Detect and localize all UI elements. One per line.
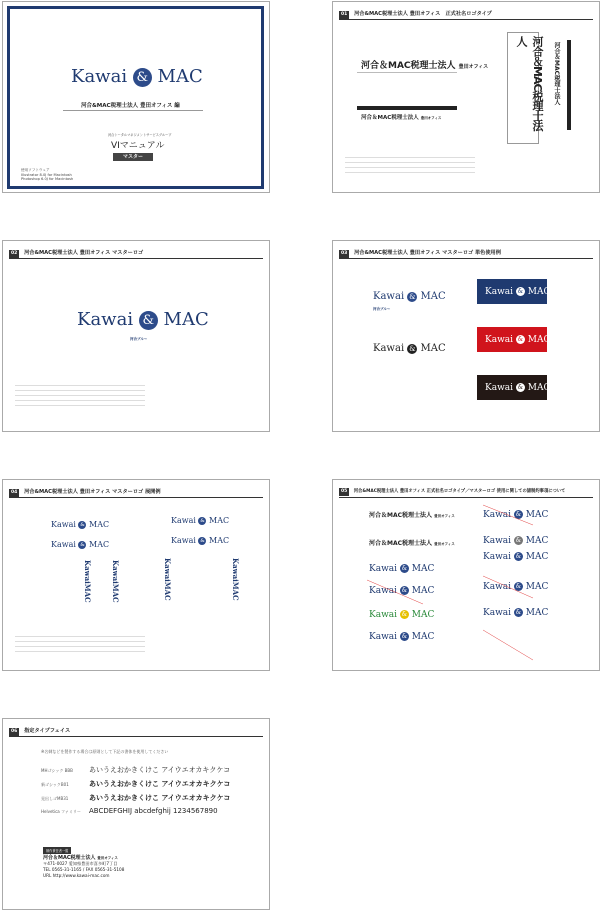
logo-black-on-white	[373, 343, 446, 354]
note-line	[15, 646, 145, 647]
logotype-vertical: 河合＆MAC税理士法人	[515, 36, 544, 131]
logo-text-right: MAC	[420, 343, 446, 354]
logotype-main: 河合＆MAC税理士法人	[361, 61, 456, 71]
blue-label: 河合ブルー	[130, 337, 148, 341]
page-typefaces	[2, 718, 270, 910]
logo-text-left: Kawai	[163, 558, 172, 582]
master-logo	[77, 309, 209, 330]
logo-text-right: MAC	[411, 586, 435, 596]
page-header	[339, 249, 593, 259]
logo-ampersand: &	[401, 587, 408, 594]
page-cover	[2, 1, 270, 193]
logo-text-right: MAC	[525, 608, 549, 618]
note-line	[15, 395, 145, 396]
logo-ampersand: &	[517, 288, 524, 295]
strike-line	[483, 576, 533, 598]
logo-text-right: MAC	[525, 510, 549, 520]
logo-text-left: Kawai	[51, 540, 76, 549]
logo-ampersand: &	[515, 553, 522, 560]
page-master-logo	[2, 240, 270, 432]
cover-title: VIマニュアル	[111, 141, 165, 151]
logo-ampersand: &	[133, 68, 152, 87]
logo-text-right: MAC	[83, 583, 92, 603]
logotype-sub: 豊田オフィス	[434, 542, 455, 546]
note-line	[345, 167, 475, 168]
logo-white-on-red	[485, 335, 550, 345]
logo-text-right: MAC	[231, 581, 240, 601]
logo-text-right: MAC	[525, 582, 549, 592]
logo-text-left: Kawai	[483, 608, 512, 618]
logotype-vertical-small: 河合＆MAC税理士法人	[553, 42, 560, 106]
page-title: 河合&MAC税理士法人 豊田オフィス マスターロゴ	[24, 250, 144, 256]
logo-white-on-blue	[485, 287, 550, 297]
note-line	[345, 157, 475, 158]
page-mono-usage	[332, 240, 600, 432]
page-number: 02	[11, 251, 18, 256]
logo-text-left: Kawai	[485, 335, 514, 345]
page-notes	[345, 154, 475, 184]
software-line-1: Illustrator 8.0J for Macintosh	[21, 172, 72, 177]
page-notes	[15, 632, 145, 662]
logotype-sub: 豊田オフィス	[434, 514, 455, 518]
logo-ampersand: &	[515, 537, 522, 544]
page-number: 06	[11, 729, 18, 734]
typeface-row-4	[41, 807, 218, 815]
typeface-sample: あいうえおかきくけこ アイウエオカキクケコ	[89, 794, 231, 802]
logo-ampersand: &	[80, 522, 85, 528]
software-title: 使用ソフトウェア	[21, 168, 50, 172]
logo-ampersand: &	[139, 311, 158, 330]
logo-text-right: MAC	[209, 516, 230, 525]
logotype-horizontal	[361, 58, 488, 71]
strike-line	[483, 630, 533, 660]
logo-ampersand: &	[515, 583, 522, 590]
logo-vertical-4	[231, 558, 240, 601]
logo-text-left: Kawai	[373, 291, 405, 302]
logo-text-left: Kawai	[77, 309, 134, 330]
logo-variant-4	[171, 536, 229, 545]
logo-text-right: MAC	[89, 520, 110, 529]
logotype-sub: 豊田オフィス	[458, 64, 489, 70]
cover-badge: マスター	[113, 153, 153, 161]
logo-text-right: MAC	[209, 536, 230, 545]
typeface-row-1	[41, 765, 230, 775]
cover-frame	[7, 6, 264, 189]
page-title: 河合&MAC税理士法人 豊田オフィス 正式社名ロゴタイプ／マスターロゴ 使用に関しての諸制約事項について	[353, 489, 566, 494]
typeface-label: Helvetica ファミリー	[41, 809, 81, 814]
page-number: 01	[341, 12, 348, 17]
logo-text-right: MAC	[420, 291, 446, 302]
logo-variant-2	[51, 540, 109, 549]
logo-ampersand: &	[515, 511, 522, 518]
logo-text-right: MAC	[157, 66, 203, 87]
contact-address-2: TEL 0565-31-1165 / FAX 0565-31-5108	[43, 867, 125, 872]
logo-text-left: Kawai	[369, 632, 398, 642]
strike-lines	[333, 480, 599, 670]
typeface-label: 新ゴシックB01	[41, 782, 69, 787]
cover-subtitle-rule	[63, 110, 203, 111]
page-title: 指定タイプフェイス	[24, 728, 71, 734]
typeface-sample: あいうえおかきくけこ アイウエオカキクケコ	[89, 780, 231, 788]
office-name: 豊田オフィス	[97, 856, 118, 860]
cover-logo	[71, 66, 203, 87]
logo-ampersand: &	[401, 565, 408, 572]
logo-ampersand: &	[401, 611, 408, 618]
contact-address-1: 〒471-0027 愛知県豊田市喜多町7丁目	[43, 861, 118, 866]
logotype-main: 河合＆MAC税理士法人	[369, 512, 433, 519]
note-line	[345, 172, 475, 173]
logotype-main: 河合＆MAC税理士法人	[369, 540, 433, 547]
logotype-black-band	[357, 106, 457, 110]
logo-text-right: MAC	[89, 540, 110, 549]
typeface-sample: ABCDEFGHIJ abcdefghij 1234567890	[89, 807, 218, 815]
typeface-label: 見出しゴMB31	[41, 796, 69, 801]
logo-vertical-3	[163, 558, 172, 601]
vertical-black-bar	[567, 40, 571, 130]
page-restrictions	[332, 479, 600, 671]
logo-text-left: Kawai	[171, 536, 196, 545]
logo-text-left: Kawai	[369, 586, 398, 596]
note-line	[15, 390, 145, 391]
typeface-intro: ※名刺などを製作する場合は原則として下記の書体を使用してください	[41, 749, 169, 754]
note-line	[15, 641, 145, 642]
logo-text-left: Kawai	[485, 287, 514, 297]
note-line	[15, 400, 145, 401]
logo-ampersand: &	[517, 336, 524, 343]
logo-text-left: Kawai	[483, 552, 512, 562]
page-number: 05	[341, 489, 348, 494]
logo-text-left: Kawai	[483, 510, 512, 520]
logotype-small-sub: 豊田オフィス	[420, 116, 442, 120]
typeface-row-2	[41, 779, 230, 789]
page-notes	[15, 381, 145, 421]
logo-text-right: MAC	[111, 583, 120, 603]
note-line	[15, 405, 145, 406]
note-line	[15, 651, 145, 652]
logo-text-left: Kawai	[71, 66, 128, 87]
page-header	[9, 488, 263, 498]
logo-blue-on-white	[373, 291, 446, 302]
logo-text-left: Kawai	[83, 560, 92, 584]
software-line-2: Photoshop 6.0J for Macintosh	[21, 177, 74, 182]
logo-ampersand: &	[409, 344, 416, 353]
page-header	[9, 727, 263, 737]
page-header	[9, 249, 263, 259]
page-title: 河合&MAC税理士法人 豊田オフィス 正式社名ロゴタイプ	[354, 11, 492, 17]
logo-text-left: Kawai	[369, 564, 398, 574]
contact-url: URL http://www.kawai-mac.com	[43, 873, 110, 878]
logo-ampersand: &	[200, 518, 205, 524]
logo-ampersand: &	[517, 384, 524, 391]
logo-text-left: Kawai	[51, 520, 76, 529]
logo-text-left: Kawai	[485, 383, 514, 393]
logo-ampersand: &	[409, 292, 416, 301]
logo-ampersand: &	[515, 609, 522, 616]
logotype-rule	[357, 72, 457, 73]
logo-text-left: Kawai	[483, 536, 512, 546]
logo-variant-1	[51, 520, 109, 529]
blue-label: 河合ブルー	[373, 307, 391, 311]
strike-line	[367, 580, 423, 604]
page-title: 河合&MAC税理士法人 豊田オフィス マスターロゴ 単色使用例	[354, 250, 501, 256]
typeface-label: MHゴシック BBB	[41, 768, 73, 773]
logo-text-left: Kawai	[111, 560, 120, 584]
typeface-row-3	[41, 793, 230, 803]
logotype-small-main: 河合＆MAC税理士法人	[361, 115, 419, 121]
company-name: 河合＆MAC税理士法人	[43, 855, 96, 861]
logo-text-right: MAC	[527, 335, 551, 345]
logo-text-right: MAC	[411, 564, 435, 574]
typeface-sample: あいうえおかきくけこ アイウエオカキクケコ	[89, 766, 231, 774]
cover-group: 河合トータルマネジメントサービスグループ	[108, 133, 172, 137]
logotype-small	[361, 113, 441, 121]
cover-subtitle: 河合&MAC税理士法人 豊田オフィス 編	[81, 103, 180, 109]
page-expansion	[2, 479, 270, 671]
contact-badge: 制作責任者一覧	[43, 847, 71, 854]
logo-ampersand: &	[80, 542, 85, 548]
logo-text-left: Kawai	[171, 516, 196, 525]
note-line	[15, 636, 145, 637]
logo-text-left: Kawai	[483, 582, 512, 592]
logo-text-left: Kawai	[231, 558, 240, 582]
logo-text-right: MAC	[411, 610, 435, 620]
page-header	[339, 10, 593, 20]
page-title: 河合&MAC税理士法人 豊田オフィス マスターロゴ 展開例	[24, 489, 161, 495]
page-number: 04	[11, 490, 18, 495]
logo-text-left: Kawai	[373, 343, 405, 354]
logo-text-right: MAC	[163, 581, 172, 601]
logo-text-left: Kawai	[369, 610, 398, 620]
logo-vertical-1	[83, 560, 92, 603]
logo-text-right: MAC	[525, 552, 549, 562]
note-line	[345, 162, 475, 163]
page-logotype	[332, 1, 600, 193]
page-number: 03	[341, 251, 348, 256]
logo-text-right: MAC	[525, 536, 549, 546]
contact-block	[43, 855, 124, 879]
logo-text-right: MAC	[163, 309, 209, 330]
logo-white-on-black	[485, 383, 550, 393]
logo-variant-3	[171, 516, 229, 525]
logo-ampersand: &	[200, 538, 205, 544]
cover-software	[21, 168, 73, 182]
logo-vertical-2	[111, 560, 120, 603]
logo-ampersand: &	[401, 633, 408, 640]
note-line	[15, 385, 145, 386]
logo-text-right: MAC	[411, 632, 435, 642]
strike-line	[483, 505, 533, 525]
logo-text-right: MAC	[527, 383, 551, 393]
logo-text-right: MAC	[527, 287, 551, 297]
